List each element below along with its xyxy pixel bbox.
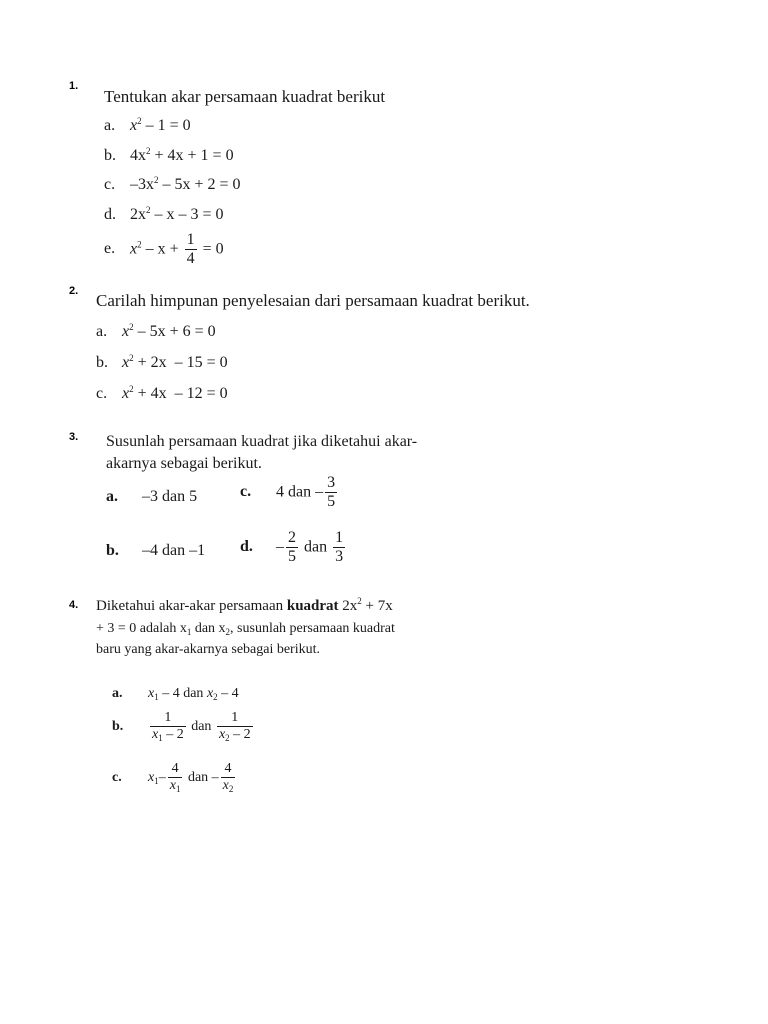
q2-number: 2. (69, 285, 79, 297)
q3-number: 3. (69, 431, 79, 443)
q4-item-c: c. $x_1-$ $\frac{4}{x_1}$ dan – $\frac{4}{x_2}$ (112, 761, 234, 794)
q4-item-a: a. $x_1 - 4$ dan $x_2 - 4$ (112, 686, 239, 702)
q2-title: Carilah himpunan penyelesaian dari persamaan kuadrat berikut. (96, 291, 530, 310)
q1-number: 1. (69, 80, 79, 92)
q2-item-c: c. $x^2 + 4x - 12 = 0$ (96, 384, 228, 402)
q4-line2: + 3 = 0 adalah $x_1$ dan $x_2$, susunlah persamaan kuadrat (96, 621, 395, 637)
q4-line1: Diketahui akar-akar persamaan kuadrat $2x^2 + 7x$ (96, 596, 393, 614)
q1-item-d: d. $2x^2 - x - 3 = 0$ (104, 205, 224, 223)
q2-item-a: a. $x^2 - 5x + 6 = 0$ (96, 322, 216, 340)
q4-number: 4. (69, 599, 79, 611)
q3-title-line2: akarnya sebagai berikut. (106, 455, 262, 472)
q3-item-b: b. –4 dan –1 (106, 542, 206, 559)
q3-item-d: d. – $\frac{2}{5}$ dan $\frac{1}{3}$ (240, 529, 344, 565)
q3-title-line1: Susunlah persamaan kuadrat jika diketahui akar- (106, 433, 418, 450)
q4-line3: baru yang akar-akarnya sebagai berikut. (96, 642, 320, 657)
q1-title: Tentukan akar persamaan kuadrat berikut (104, 87, 386, 106)
q4-item-b: b. $\frac{1}{x_1 - 2}$ dan $\frac{1}{x_2 - 2}$ (112, 710, 251, 743)
q3-item-c: c. 4 dan – $\frac{3}{5}$ (240, 474, 336, 510)
q1-item-a: a. $x^2 - 1 = 0$ (104, 116, 191, 134)
q1-item-c: c. $-3x^2 - 5x + 2 = 0$ (104, 175, 241, 193)
q2-item-b: b. $x^2 + 2x - 15 = 0$ (96, 353, 228, 371)
q3-item-a: a. –3 dan 5 (106, 488, 198, 505)
q1-item-b: b. $4x^2 + 4x + 1 = 0$ (104, 146, 234, 164)
q1-item-e: e. $x^2$ – x + $\frac{1}{4}$ = 0 (104, 231, 224, 267)
